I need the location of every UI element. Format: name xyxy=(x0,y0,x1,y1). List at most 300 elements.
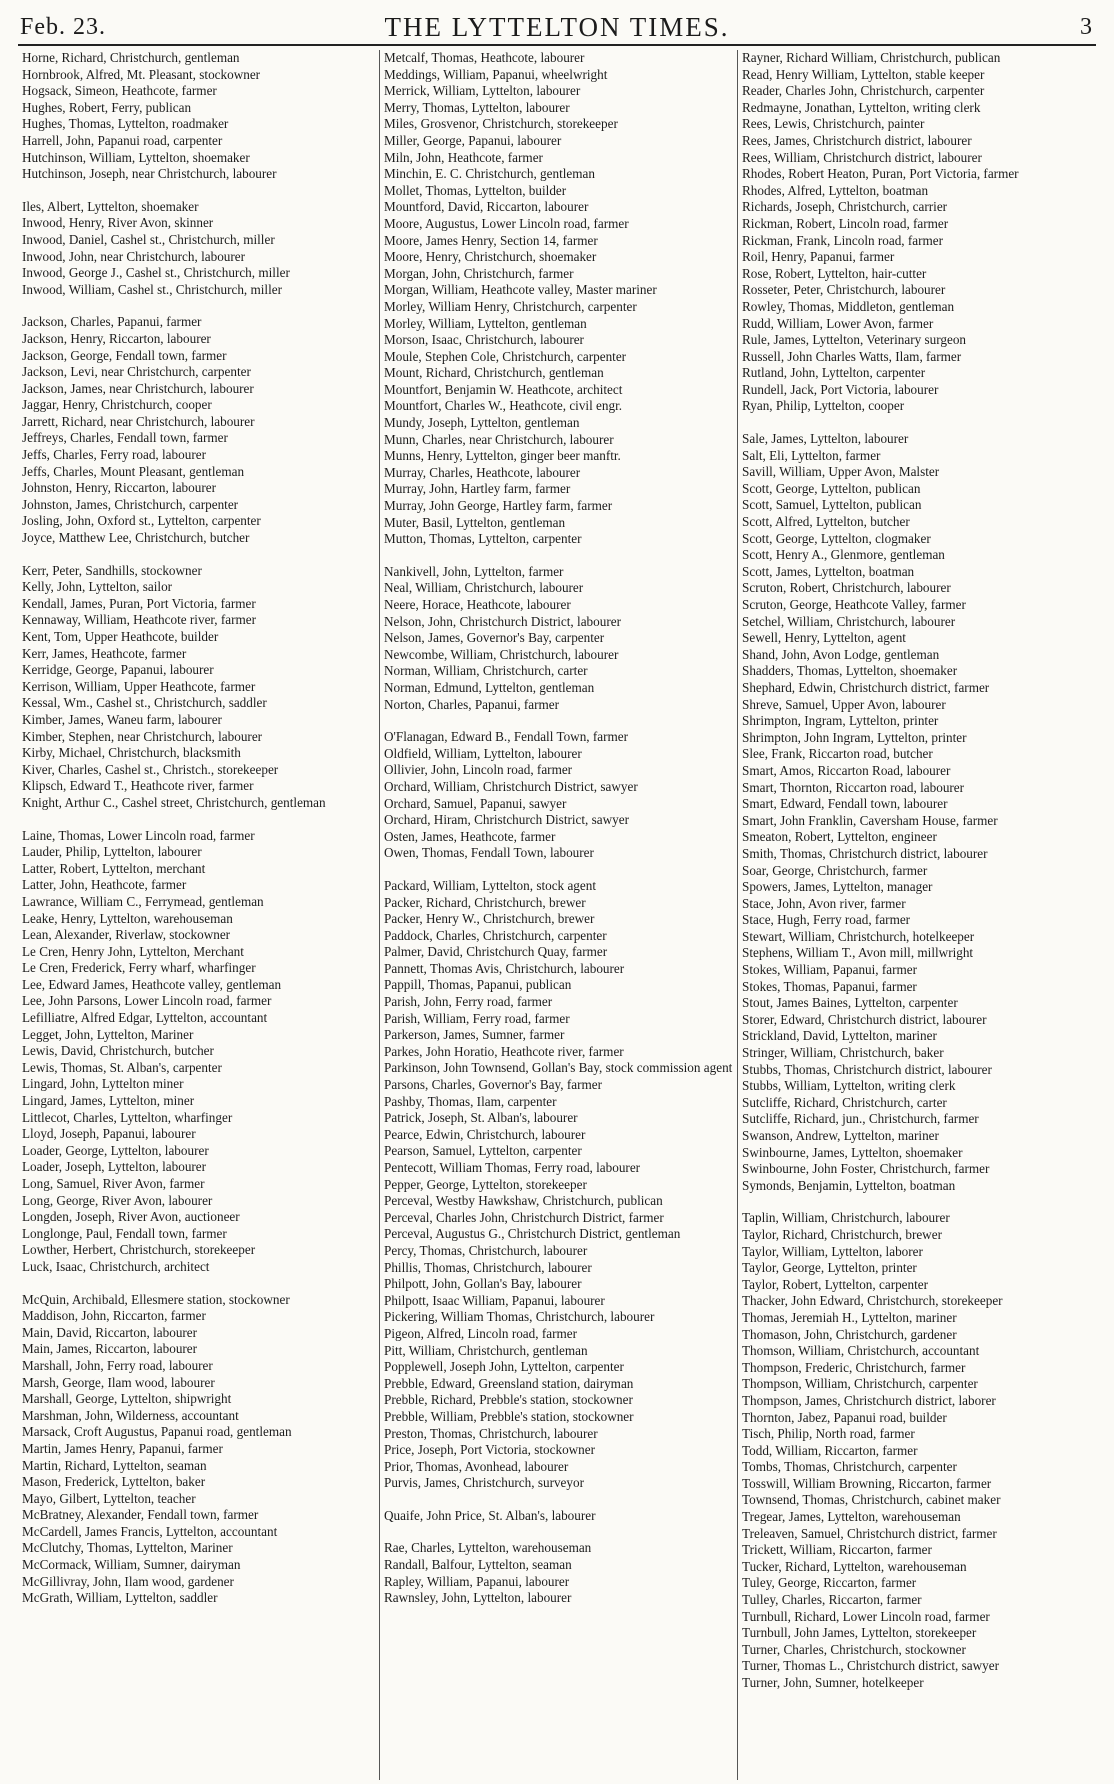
voter-entry: Smart, Amos, Riccarton Road, labourer xyxy=(742,762,951,778)
voter-entry: Slee, Frank, Riccarton road, butcher xyxy=(742,746,933,762)
voter-entry: Kerr, James, Heathcote, farmer xyxy=(22,645,187,661)
voter-entry: Horne, Richard, Christchurch, gentleman xyxy=(22,50,240,65)
voter-entry: Stokes, William, Papanui, farmer xyxy=(742,962,918,978)
voter-entry: Morgan, William, Heathcote valley, Master mariner xyxy=(384,282,657,298)
voter-entry: Turner, Thomas L., Christchurch district, sawyer xyxy=(742,1658,999,1674)
voter-entry: Rhodes, Alfred, Lyttelton, boatman xyxy=(742,182,929,198)
voter-entry: Rickman, Robert, Lincoln road, farmer xyxy=(742,215,949,231)
voter-entry: Merrick, William, Lyttelton, labourer xyxy=(384,83,581,99)
section-divider xyxy=(742,415,1086,431)
voter-entry: Trickett, William, Riccarton, farmer xyxy=(742,1542,932,1558)
voter-entry: Turner, Charles, Christchurch, stockowner xyxy=(742,1641,966,1657)
voter-entry: Shephard, Edwin, Christchurch district, farmer xyxy=(742,679,990,695)
voter-entry: Prior, Thomas, Avonhead, labourer xyxy=(384,1458,569,1474)
voter-entry: Scott, James, Lyttelton, boatman xyxy=(742,563,915,579)
voter-entry: Swinbourne, James, Lyttelton, shoemaker xyxy=(742,1144,963,1160)
letter-section xyxy=(384,729,733,862)
section-divider xyxy=(22,547,375,563)
voter-entry: Salt, Eli, Lyttelton, farmer xyxy=(742,447,881,463)
voter-entry: Thornton, Jabez, Papanui road, builder xyxy=(742,1409,947,1425)
voter-entry: Philpott, John, Gollan's Bay, labourer xyxy=(384,1276,582,1292)
voter-entry: Jarrett, Richard, near Christchurch, labourer xyxy=(22,413,255,429)
voter-entry: Kerrison, William, Upper Heathcote, farmer xyxy=(22,678,256,694)
voter-entry: Munn, Charles, near Christchurch, labourer xyxy=(384,431,614,447)
voter-entry: Shrimpton, Ingram, Lyttelton, printer xyxy=(742,713,939,729)
voter-entry: Legget, John, Lyttelton, Mariner xyxy=(22,1026,194,1042)
voter-entry: Rose, Robert, Lyttelton, hair-cutter xyxy=(742,265,927,281)
voter-entry: Klipsch, Edward T., Heathcote river, farmer xyxy=(22,778,254,794)
voter-entry: Pigeon, Alfred, Lincoln road, farmer xyxy=(384,1325,577,1341)
voter-entry: Latter, Robert, Lyttelton, merchant xyxy=(22,860,206,876)
voter-entry: Jackson, Charles, Papanui, farmer xyxy=(22,314,202,330)
voter-entry: Kiver, Charles, Cashel st., Christch., storekeeper xyxy=(22,761,279,777)
letter-section xyxy=(22,828,375,1276)
voter-entry: Luck, Isaac, Christchurch, architect xyxy=(22,1258,210,1274)
voter-entry: Marsh, George, Ilam wood, labourer xyxy=(22,1374,215,1390)
voter-entry: Scott, Henry A., Glenmore, gentleman xyxy=(742,547,945,563)
voter-entry: Setchel, William, Christchurch, labourer xyxy=(742,613,956,629)
voter-entry: Thomas, Jeremiah H., Lyttelton, mariner xyxy=(742,1309,957,1325)
voter-entry: Rapley, William, Papanui, labourer xyxy=(384,1573,570,1589)
voter-entry: Prebble, Richard, Prebble's station, stockowner xyxy=(384,1392,633,1408)
voter-entry: Packer, Richard, Christchurch, brewer xyxy=(384,894,586,910)
voter-entry: Rawnsley, John, Lyttelton, labourer xyxy=(384,1590,572,1606)
voter-entry: Johnston, James, Christchurch, carpenter xyxy=(22,496,239,512)
voter-entry: Popplewell, Joseph John, Lyttelton, carpenter xyxy=(384,1359,624,1375)
letter-section xyxy=(384,1540,733,1606)
voter-entry: Murray, John George, Hartley farm, farmer xyxy=(384,498,613,514)
voter-entry: Newcombe, William, Christchurch, labourer xyxy=(384,646,619,662)
voter-entry: Inwood, John, near Christchurch, labourer xyxy=(22,248,246,264)
voter-entry: Turner, John, Sumner, hotelkeeper xyxy=(742,1675,924,1690)
voter-entry: Reader, Charles John, Christchurch, carpenter xyxy=(742,83,985,99)
voter-entry: Orchard, Samuel, Papanui, sawyer xyxy=(384,795,567,811)
voter-entry: Rees, James, Christchurch district, labourer xyxy=(742,132,972,148)
voter-entry: Hogsack, Simeon, Heathcote, farmer xyxy=(22,83,217,99)
column-1 xyxy=(18,50,380,1780)
voter-entry: Rowley, Thomas, Middleton, gentleman xyxy=(742,298,955,314)
voter-entry: Meddings, William, Papanui, wheelwright xyxy=(384,66,608,82)
voter-entry: Long, Samuel, River Avon, farmer xyxy=(22,1176,205,1191)
voter-entry: Thompson, James, Christchurch district, laborer xyxy=(742,1392,996,1408)
voter-entry: Kessal, Wm., Cashel st., Christchurch, saddler xyxy=(22,695,267,711)
voter-entry: Smart, Edward, Fendall town, labourer xyxy=(742,796,948,812)
voter-entry: Miller, George, Papanui, labourer xyxy=(384,132,562,148)
voter-entry: Morson, Isaac, Christchurch, labourer xyxy=(384,332,584,348)
voter-entry: Joyce, Matthew Lee, Christchurch, butcher xyxy=(22,530,250,546)
voter-entry: Savill, William, Upper Avon, Malster xyxy=(742,464,940,480)
voter-entry: Pickering, William Thomas, Christchurch, labourer xyxy=(384,1309,655,1325)
voter-entry: Jeffs, Charles, Ferry road, labourer xyxy=(22,447,206,463)
section-divider xyxy=(22,298,375,314)
voter-entry: Hornbrook, Alfred, Mt. Pleasant, stockowner xyxy=(22,66,261,82)
voter-entry: Marsack, Croft Augustus, Papanui road, gentleman xyxy=(22,1424,292,1440)
voter-entry: Thomason, John, Christchurch, gardener xyxy=(742,1326,957,1342)
voter-entry: Preston, Thomas, Christchurch, labourer xyxy=(384,1425,598,1441)
letter-section xyxy=(742,1210,1086,1691)
voter-entry: Packard, William, Lyttelton, stock agent xyxy=(384,877,597,893)
voter-entry: Orchard, William, Christchurch District, sawyer xyxy=(384,778,638,794)
voter-entry: Parkinson, John Townsend, Gollan's Bay, stock commission agent xyxy=(384,1060,733,1076)
voter-entry: Roil, Henry, Papanui, farmer xyxy=(742,249,895,265)
voter-entry: Strickland, David, Lyttelton, mariner xyxy=(742,1028,937,1044)
section-divider xyxy=(22,1276,375,1292)
section-divider xyxy=(384,713,733,729)
newspaper-title: THE LYTTELTON TIMES. xyxy=(384,12,730,42)
voter-entry: Shrimpton, John Ingram, Lyttelton, printer xyxy=(742,729,967,745)
voter-entry: Prebble, William, Prebble's station, stockowner xyxy=(384,1408,634,1424)
voter-entry: Read, Henry William, Lyttelton, stable keeper xyxy=(742,66,985,82)
letter-section xyxy=(22,563,375,812)
voter-entry: Marshall, John, Ferry road, labourer xyxy=(22,1357,213,1373)
voter-entry: Mountfort, Charles W., Heathcote, civil engr. xyxy=(384,398,623,414)
voter-entry: Neere, Horace, Heathcote, labourer xyxy=(384,597,571,612)
voter-entry: Nelson, John, Christchurch District, labourer xyxy=(384,613,621,629)
column-2 xyxy=(380,50,738,1780)
letter-section xyxy=(742,431,1086,1194)
voter-entry: Kelly, John, Lyttelton, sailor xyxy=(22,579,173,595)
issue-date: Feb. 23. xyxy=(20,14,106,40)
voter-entry: Shand, John, Avon Lodge, gentleman xyxy=(742,646,940,662)
voter-entry: Stringer, William, Christchurch, baker xyxy=(742,1045,944,1061)
voter-entry: Swinbourne, John Foster, Christchurch, farmer xyxy=(742,1161,990,1177)
letter-section xyxy=(384,50,733,548)
voter-entry: Rudd, William, Lower Avon, farmer xyxy=(742,315,934,331)
voter-entry: Norman, William, Christchurch, carter xyxy=(384,663,588,679)
voter-entry: Martin, Richard, Lyttelton, seaman xyxy=(22,1457,207,1473)
voter-entry: Purvis, James, Christchurch, surveyor xyxy=(384,1475,584,1491)
voter-entry: Murray, Charles, Heathcote, labourer xyxy=(384,464,581,480)
voter-entry: Marshman, John, Wilderness, accountant xyxy=(22,1407,239,1423)
voter-entry: Jeffreys, Charles, Fendall town, farmer xyxy=(22,430,228,446)
voter-entry: Long, George, River Avon, labourer xyxy=(22,1192,213,1208)
letter-section xyxy=(22,199,375,299)
voter-entry: Sale, James, Lyttelton, labourer xyxy=(742,431,909,447)
voter-entry: Loader, George, Lyttelton, labourer xyxy=(22,1142,209,1158)
voter-entry: Harrell, John, Papanui road, carpenter xyxy=(22,132,223,148)
voter-entry: Russell, John Charles Watts, Ilam, farmer xyxy=(742,348,962,364)
voter-entry: Scott, Alfred, Lyttelton, butcher xyxy=(742,514,910,530)
electoral-roll-columns xyxy=(18,50,1096,1780)
voter-entry: Josling, John, Oxford st., Lyttelton, carpenter xyxy=(22,513,261,529)
voter-entry: Smart, John Franklin, Caversham House, farmer xyxy=(742,812,998,828)
voter-entry: Pannett, Thomas Avis, Christchurch, labourer xyxy=(384,960,625,976)
voter-entry: Percy, Thomas, Christchurch, labourer xyxy=(384,1242,588,1258)
page-number: 3 xyxy=(1080,14,1092,40)
voter-entry: Thompson, Frederic, Christchurch, farmer xyxy=(742,1359,966,1375)
voter-entry: Pearson, Samuel, Lyttelton, carpenter xyxy=(384,1143,582,1159)
voter-entry: Smeaton, Robert, Lyttelton, engineer xyxy=(742,829,937,845)
letter-section xyxy=(22,50,375,183)
letter-section xyxy=(384,878,733,1492)
voter-entry: Palmer, David, Christchurch Quay, farmer xyxy=(384,944,608,960)
voter-entry: Miln, John, Heathcote, farmer xyxy=(384,149,543,165)
voter-entry: Munns, Henry, Lyttelton, ginger beer manftr. xyxy=(384,448,621,464)
voter-entry: Shadders, Thomas, Lyttelton, shoemaker xyxy=(742,663,958,679)
voter-entry: Prebble, Edward, Greensland station, dairyman xyxy=(384,1375,634,1391)
voter-entry: Parish, John, Ferry road, farmer xyxy=(384,994,553,1010)
voter-entry: Osten, James, Heathcote, farmer xyxy=(384,828,556,844)
voter-entry: Johnston, Henry, Riccarton, labourer xyxy=(22,480,216,496)
voter-entry: Mollet, Thomas, Lyttelton, builder xyxy=(384,182,567,198)
voter-entry: Lewis, David, Christchurch, butcher xyxy=(22,1043,214,1059)
voter-entry: Lee, Edward James, Heathcote valley, gentleman xyxy=(22,976,282,992)
voter-entry: Muter, Basil, Lyttelton, gentleman xyxy=(384,514,566,530)
voter-entry: Morley, William, Lyttelton, gentleman xyxy=(384,315,587,331)
voter-entry: Metcalf, Thomas, Heathcote, labourer xyxy=(384,50,585,65)
voter-entry: Orchard, Hiram, Christchurch District, sawyer xyxy=(384,812,629,828)
voter-entry: Stout, James Baines, Lyttelton, carpenter xyxy=(742,995,958,1011)
voter-entry: Littlecot, Charles, Lyttelton, wharfinger xyxy=(22,1109,233,1125)
voter-entry: Jaggar, Henry, Christchurch, cooper xyxy=(22,397,212,413)
voter-entry: Le Cren, Frederick, Ferry wharf, wharfinger xyxy=(22,960,256,976)
voter-entry: Townsend, Thomas, Christchurch, cabinet maker xyxy=(742,1492,1001,1508)
voter-entry: Sutcliffe, Richard, jun., Christchurch, farmer xyxy=(742,1111,979,1127)
voter-entry: Rosseter, Peter, Christchurch, labourer xyxy=(742,282,946,298)
voter-entry: Mountfort, Benjamin W. Heathcote, architect xyxy=(384,381,623,397)
section-divider xyxy=(384,548,733,564)
voter-entry: Turnbull, Richard, Lower Lincoln road, farmer xyxy=(742,1608,990,1624)
voter-entry: Scott, George, Lyttelton, clogmaker xyxy=(742,530,931,546)
voter-entry: Kirby, Michael, Christchurch, blacksmith xyxy=(22,745,241,761)
voter-entry: Paddock, Charles, Christchurch, carpenter xyxy=(384,927,607,943)
voter-entry: Thacker, John Edward, Christchurch, storekeeper xyxy=(742,1293,1003,1309)
letter-section xyxy=(22,314,375,546)
voter-entry: McCormack, William, Sumner, dairyman xyxy=(22,1557,241,1573)
voter-entry: Randall, Balfour, Lyttelton, seaman xyxy=(384,1557,572,1573)
voter-entry: McClutchy, Thomas, Lyttelton, Mariner xyxy=(22,1540,233,1556)
voter-entry: Lauder, Philip, Lyttelton, labourer xyxy=(22,844,202,860)
voter-entry: Mountford, David, Riccarton, labourer xyxy=(384,199,589,215)
voter-entry: Oldfield, William, Lyttelton, labourer xyxy=(384,745,582,761)
voter-entry: Rae, Charles, Lyttelton, warehouseman xyxy=(384,1540,592,1556)
section-divider xyxy=(22,812,375,828)
voter-entry: Thompson, William, Christchurch, carpenter xyxy=(742,1376,978,1392)
voter-entry: Stubbs, Thomas, Christchurch district, labourer xyxy=(742,1061,992,1077)
voter-entry: Jackson, Henry, Riccarton, labourer xyxy=(22,330,211,346)
voter-entry: Spowers, James, Lyttelton, manager xyxy=(742,879,933,895)
voter-entry: Marshall, George, Lyttelton, shipwright xyxy=(22,1391,232,1407)
voter-entry: Knight, Arthur C., Cashel street, Christchurch, gentleman xyxy=(22,794,326,810)
voter-entry: Main, David, Riccarton, labourer xyxy=(22,1324,198,1340)
voter-entry: Kerridge, George, Papanui, labourer xyxy=(22,662,214,678)
voter-entry: McBratney, Alexander, Fendall town, farmer xyxy=(22,1507,259,1523)
voter-entry: Owen, Thomas, Fendall Town, labourer xyxy=(384,845,594,861)
voter-entry: Maddison, John, Riccarton, farmer xyxy=(22,1308,206,1324)
voter-entry: Scott, George, Lyttelton, publican xyxy=(742,480,921,496)
voter-entry: Hutchinson, William, Lyttelton, shoemaker xyxy=(22,149,250,165)
voter-entry: Stubbs, William, Lyttelton, writing clerk xyxy=(742,1078,956,1094)
voter-entry: Inwood, Daniel, Cashel st., Christchurch, miller xyxy=(22,231,275,247)
voter-entry: Lingard, James, Lyttelton, miner xyxy=(22,1093,195,1109)
voter-entry: Le Cren, Henry John, Lyttelton, Merchant xyxy=(22,943,244,959)
voter-entry: Smith, Thomas, Christchurch district, labourer xyxy=(742,845,988,861)
section-divider xyxy=(22,183,375,199)
letter-section xyxy=(742,50,1086,415)
voter-entry: Pepper, George, Lyttelton, storekeeper xyxy=(384,1176,587,1192)
voter-entry: Soar, George, Christchurch, farmer xyxy=(742,862,928,878)
voter-entry: Merry, Thomas, Lyttelton, labourer xyxy=(384,99,570,115)
voter-entry: Parkerson, James, Sumner, farmer xyxy=(384,1027,565,1043)
voter-entry: Rhodes, Robert Heaton, Puran, Port Victoria, farmer xyxy=(742,166,1019,182)
voter-entry: Mutton, Thomas, Lyttelton, carpenter xyxy=(384,531,582,547)
voter-entry: Lewis, Thomas, St. Alban's, carpenter xyxy=(22,1059,222,1075)
voter-entry: Patrick, Joseph, St. Alban's, labourer xyxy=(384,1110,578,1126)
column-3 xyxy=(738,50,1090,1780)
voter-entry: Tisch, Philip, North road, farmer xyxy=(742,1426,915,1442)
voter-entry: Latter, John, Heathcote, farmer xyxy=(22,877,187,893)
masthead xyxy=(18,10,1096,46)
voter-entry: Nankivell, John, Lyttelton, farmer xyxy=(384,563,564,579)
voter-entry: Jackson, Levi, near Christchurch, carpenter xyxy=(22,364,251,380)
letter-section xyxy=(384,564,733,713)
voter-entry: Rayner, Richard William, Christchurch, publican xyxy=(742,50,1001,65)
voter-entry: Parish, William, Ferry road, farmer xyxy=(384,1010,570,1026)
voter-entry: Martin, James Henry, Papanui, farmer xyxy=(22,1440,223,1456)
voter-entry: Neal, William, Christchurch, labourer xyxy=(384,580,584,596)
voter-entry: Quaife, John Price, St. Alban's, labourer xyxy=(384,1507,596,1523)
voter-entry: McCardell, James Francis, Lyttelton, accountant xyxy=(22,1523,278,1539)
voter-entry: Miles, Grosvenor, Christchurch, storekeeper xyxy=(384,116,618,132)
voter-entry: Main, James, Riccarton, labourer xyxy=(22,1341,198,1357)
voter-entry: Pentecott, William Thomas, Ferry road, labourer xyxy=(384,1160,641,1175)
section-divider xyxy=(384,1492,733,1508)
voter-entry: Taylor, William, Lyttelton, laborer xyxy=(742,1243,923,1259)
voter-entry: Tuley, George, Riccarton, farmer xyxy=(742,1575,917,1591)
voter-entry: Morgan, John, Christchurch, farmer xyxy=(384,265,574,281)
voter-entry: Pappill, Thomas, Papanui, publican xyxy=(384,977,572,993)
voter-entry: Taplin, William, Christchurch, labourer xyxy=(742,1210,950,1226)
voter-entry: Storer, Edward, Christchurch district, labourer xyxy=(742,1011,987,1027)
voter-entry: McQuin, Archibald, Ellesmere station, stockowner xyxy=(22,1291,290,1307)
voter-entry: Stokes, Thomas, Papanui, farmer xyxy=(742,978,917,994)
voter-entry: Murray, John, Hartley farm, farmer xyxy=(384,481,571,497)
voter-entry: Mount, Richard, Christchurch, gentleman xyxy=(384,365,604,381)
voter-entry: Lingard, John, Lyttelton miner xyxy=(22,1076,184,1092)
voter-entry: Lean, Alexander, Riverlaw, stockowner xyxy=(22,927,231,943)
voter-entry: Rees, Lewis, Christchurch, painter xyxy=(742,116,925,132)
voter-entry: Taylor, Robert, Lyttelton, carpenter xyxy=(742,1276,929,1292)
voter-entry: Stace, John, Avon river, farmer xyxy=(742,895,906,911)
voter-entry: Tombs, Thomas, Christchurch, carpenter xyxy=(742,1459,957,1475)
voter-entry: Longlonge, Paul, Fendall town, farmer xyxy=(22,1225,227,1241)
voter-entry: Moore, James Henry, Section 14, farmer xyxy=(384,232,598,248)
voter-entry: Mason, Frederick, Lyttelton, baker xyxy=(22,1474,206,1490)
voter-entry: Treleaven, Samuel, Christchurch district, farmer xyxy=(742,1525,997,1541)
voter-entry: Nelson, James, Governor's Bay, carpenter xyxy=(384,630,605,646)
voter-entry: Philpott, Isaac William, Papanui, labourer xyxy=(384,1292,605,1308)
voter-entry: Tucker, Richard, Lyttelton, warehouseman xyxy=(742,1558,967,1574)
voter-entry: Rule, James, Lyttelton, Veterinary surgeon xyxy=(742,332,967,348)
voter-entry: Kimber, James, Waneu farm, labourer xyxy=(22,711,222,727)
section-divider xyxy=(742,1194,1086,1210)
voter-entry: Parkes, John Horatio, Heathcote river, farmer xyxy=(384,1043,624,1059)
voter-entry: Norman, Edmund, Lyttelton, gentleman xyxy=(384,679,595,695)
voter-entry: Stewart, William, Christchurch, hotelkeeper xyxy=(742,928,975,944)
voter-entry: Laine, Thomas, Lower Lincoln road, farmer xyxy=(22,827,255,843)
voter-entry: Pashby, Thomas, Ilam, carpenter xyxy=(384,1093,557,1109)
voter-entry: Sutcliffe, Richard, Christchurch, carter xyxy=(742,1094,947,1110)
voter-entry: Scruton, Robert, Christchurch, labourer xyxy=(742,580,951,596)
voter-entry: Hughes, Robert, Ferry, publican xyxy=(22,99,192,115)
voter-entry: Morley, William Henry, Christchurch, carpenter xyxy=(384,298,637,314)
voter-entry: Jeffs, Charles, Mount Pleasant, gentleman xyxy=(22,463,245,479)
voter-entry: Shreve, Samuel, Upper Avon, labourer xyxy=(742,696,946,712)
letter-section xyxy=(384,1508,733,1525)
voter-entry: Pearce, Edwin, Christchurch, labourer xyxy=(384,1126,586,1142)
voter-entry: Rickman, Frank, Lincoln road, farmer xyxy=(742,232,944,248)
voter-entry: Richards, Joseph, Christchurch, carrier xyxy=(742,199,948,215)
voter-entry: Hutchinson, Joseph, near Christchurch, labourer xyxy=(22,166,277,182)
voter-entry: Taylor, Richard, Christchurch, brewer xyxy=(742,1226,942,1242)
voter-entry: Hughes, Thomas, Lyttelton, roadmaker xyxy=(22,116,229,132)
voter-entry: Kendall, James, Puran, Port Victoria, farmer xyxy=(22,595,256,611)
voter-entry: Perceval, Charles John, Christchurch District, farmer xyxy=(384,1209,664,1225)
voter-entry: Rutland, John, Lyttelton, carpenter xyxy=(742,365,926,381)
voter-entry: Thomson, William, Christchurch, accountant xyxy=(742,1343,980,1359)
voter-entry: Jackson, James, near Christchurch, labourer xyxy=(22,380,254,396)
voter-entry: O'Flanagan, Edward B., Fendall Town, farmer xyxy=(384,729,629,745)
voter-entry: Kennaway, William, Heathcote river, farmer xyxy=(22,612,257,628)
voter-entry: Kerr, Peter, Sandhills, stockowner xyxy=(22,562,202,578)
voter-entry: Ryan, Philip, Lyttelton, cooper xyxy=(742,398,905,414)
voter-entry: Lowther, Herbert, Christchurch, storekeeper xyxy=(22,1242,256,1258)
voter-entry: Moore, Augustus, Lower Lincoln road, farmer xyxy=(384,215,629,231)
voter-entry: Moule, Stephen Cole, Christchurch, carpenter xyxy=(384,348,627,364)
voter-entry: Mayo, Gilbert, Lyttelton, teacher xyxy=(22,1490,196,1506)
voter-entry: Pitt, William, Christchurch, gentleman xyxy=(384,1342,588,1358)
voter-entry: Inwood, William, Cashel st., Christchurch, miller xyxy=(22,281,283,297)
voter-entry: Kent, Tom, Upper Heathcote, builder xyxy=(22,629,219,644)
voter-entry: Jackson, George, Fendall town, farmer xyxy=(22,347,227,363)
section-divider xyxy=(384,1524,733,1540)
voter-entry: Scott, Samuel, Lyttelton, publican xyxy=(742,497,922,513)
voter-entry: Symonds, Benjamin, Lyttelton, boatman xyxy=(742,1177,956,1193)
section-divider xyxy=(384,862,733,878)
voter-entry: Loader, Joseph, Lyttelton, labourer xyxy=(22,1159,207,1175)
voter-entry: Tregear, James, Lyttelton, warehouseman xyxy=(742,1509,961,1525)
voter-entry: Lee, John Parsons, Lower Lincoln road, farmer xyxy=(22,993,272,1009)
voter-entry: Tulley, Charles, Riccarton, farmer xyxy=(742,1592,922,1608)
voter-entry: Scruton, George, Heathcote Valley, farmer xyxy=(742,597,966,612)
voter-entry: McGillivray, John, Ilam wood, gardener xyxy=(22,1573,234,1589)
voter-entry: Stace, Hugh, Ferry road, farmer xyxy=(742,912,911,928)
voter-entry: Tosswill, William Browning, Riccarton, farmer xyxy=(742,1475,992,1491)
voter-entry: Rundell, Jack, Port Victoria, labourer xyxy=(742,381,939,397)
voter-entry: Parsons, Charles, Governor's Bay, farmer xyxy=(384,1077,602,1093)
voter-entry: Perceval, Augustus G., Christchurch District, gentleman xyxy=(384,1226,681,1242)
voter-entry: Lawrance, William C., Ferrymead, gentleman xyxy=(22,893,264,909)
voter-entry: Rees, William, Christchurch district, labourer xyxy=(742,149,982,165)
voter-entry: Packer, Henry W., Christchurch, brewer xyxy=(384,911,595,927)
voter-entry: McGrath, William, Lyttelton, saddler xyxy=(22,1590,218,1606)
voter-entry: Redmayne, Jonathan, Lyttelton, writing clerk xyxy=(742,99,981,115)
voter-entry: Inwood, Henry, River Avon, skinner xyxy=(22,215,214,231)
voter-entry: Lloyd, Joseph, Papanui, labourer xyxy=(22,1126,196,1142)
voter-entry: Phillis, Thomas, Christchurch, labourer xyxy=(384,1259,592,1275)
letter-section xyxy=(22,1292,375,1607)
voter-entry: Lefilliatre, Alfred Edgar, Lyttelton, accountant xyxy=(22,1010,268,1026)
voter-entry: Norton, Charles, Papanui, farmer xyxy=(384,696,560,712)
voter-entry: Longden, Joseph, River Avon, auctioneer xyxy=(22,1209,240,1225)
voter-entry: Iles, Albert, Lyttelton, shoemaker xyxy=(22,198,199,214)
voter-entry: Inwood, George J., Cashel st., Christchurch, miller xyxy=(22,265,290,281)
voter-entry: Leake, Henry, Lyttelton, warehouseman xyxy=(22,910,233,926)
voter-entry: Stephens, William T., Avon mill, millwright xyxy=(742,945,974,961)
voter-entry: Swanson, Andrew, Lyttelton, mariner xyxy=(742,1128,939,1143)
voter-entry: Todd, William, Riccarton, farmer xyxy=(742,1442,918,1458)
voter-entry: Ollivier, John, Lincoln road, farmer xyxy=(384,762,573,778)
